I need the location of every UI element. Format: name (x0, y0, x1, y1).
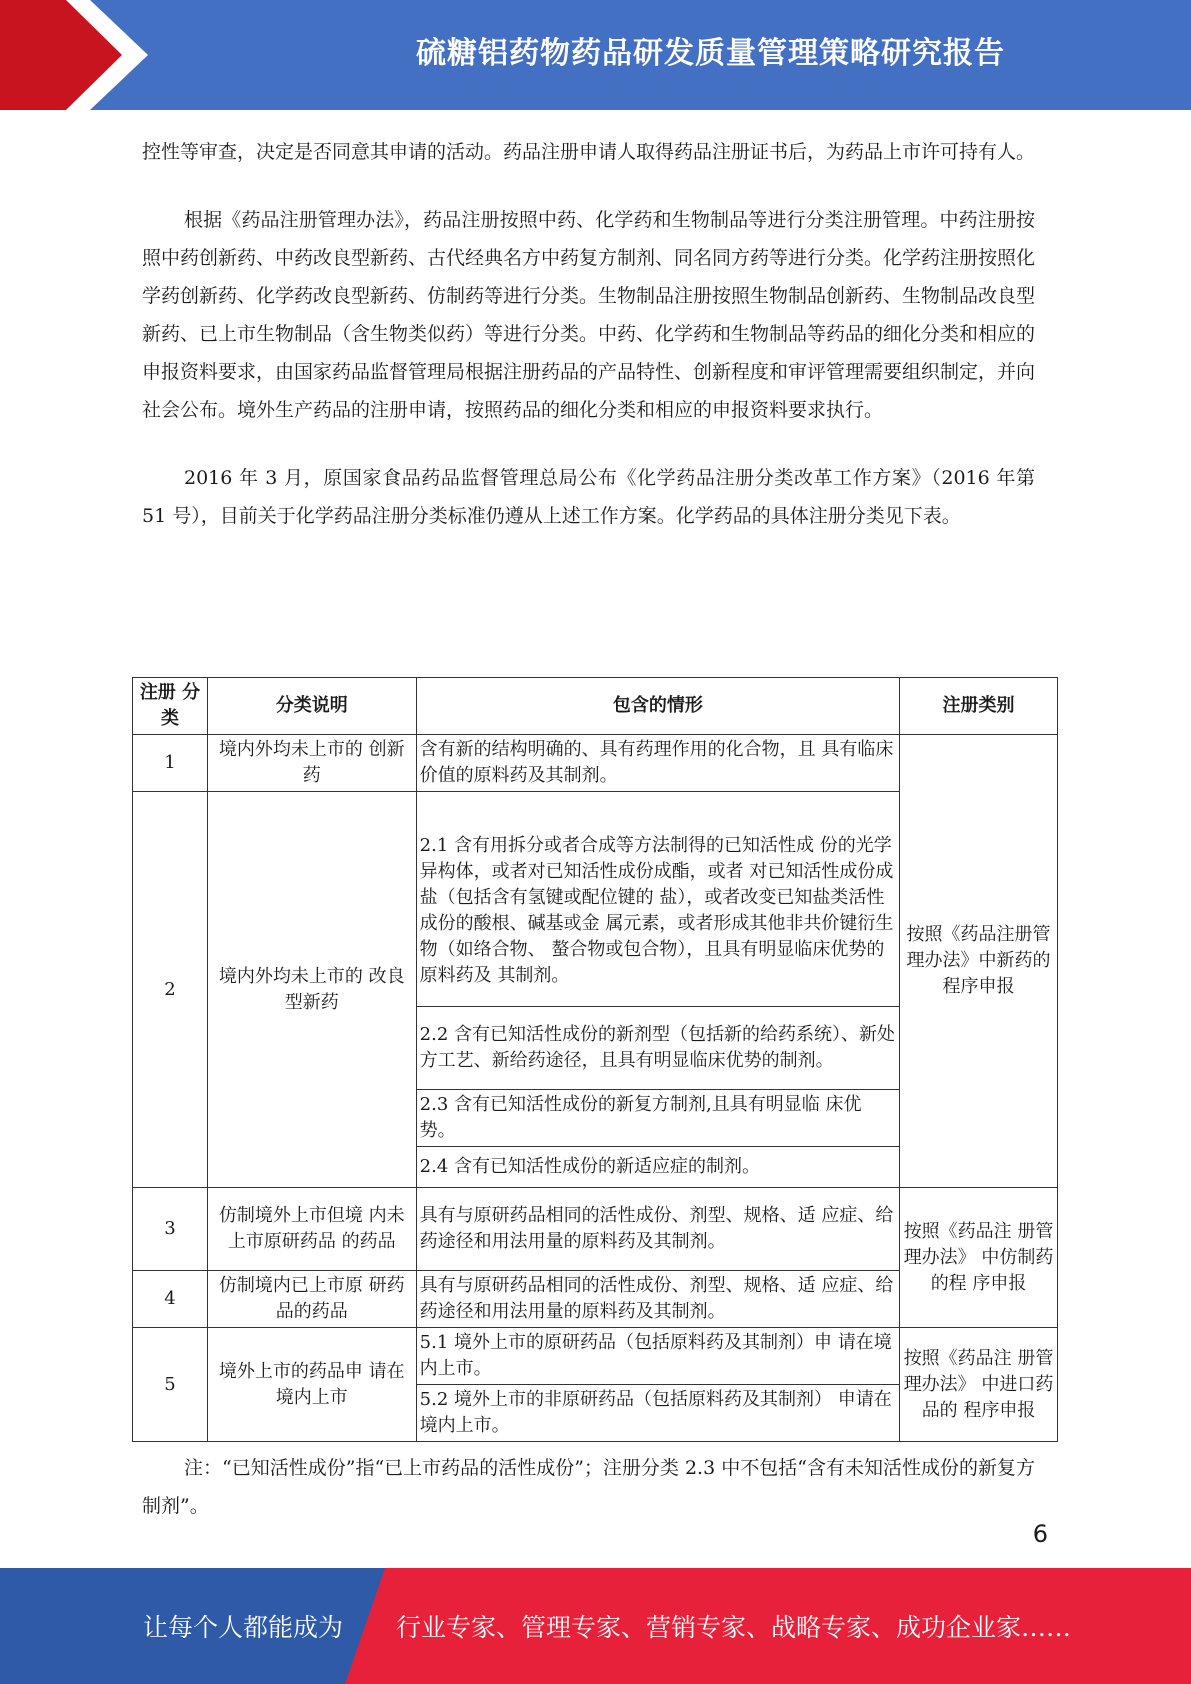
header-cell-cases: 包含的情形 (416, 678, 899, 735)
page-number: 6 (1032, 1520, 1048, 1548)
header-cell-description: 分类说明 (207, 678, 416, 735)
cell-case: 5.1 境外上市的原研药品（包括原料药及其制剂）申 请在境内上市。 (416, 1328, 899, 1385)
cell-description: 境内外均未上市的 改良型新药 (207, 792, 416, 1188)
footer-slogan-right: 行业专家、管理专家、营销专家、战略专家、成功企业家…… (396, 1613, 1072, 1642)
header-cell-class: 注册 分类 (133, 678, 208, 735)
cell-class-no: 2 (133, 792, 208, 1188)
table-row (133, 735, 1058, 792)
cell-category-new-drug: 按照《药品注册管理办法》中新药的程序申报 (900, 735, 1058, 1188)
note-text: 注：“已知活性成份”指“已上市药品的活性成份”；注册分类 2.3 中不包括“含有未知活性成份的新复方制剂”。 (142, 1457, 1035, 1517)
table-row (133, 1188, 1058, 1271)
cell-case: 2.1 含有用拆分或者合成等方法制得的已知活性成 份的光学异构体，或者对已知活性成份成酯，或者 对已知活性成份成盐（包括含有氢键或配位键的 盐），或者改变已知盐类活性成份的酸根、碱基或金 属元素，或者形成其他非共价键衍生物（如络合物、 螯合物或包合物），且具有明显临床优势的原料药及 其制剂。 (416, 792, 899, 1007)
report-title: 硫糖铝药物药品研发质量管理策略研究报告 (416, 36, 1005, 71)
cell-case: 具有与原研药品相同的活性成份、剂型、规格、适 应症、给药途径和用法用量的原料药及其制剂。 (416, 1188, 899, 1271)
cell-case: 含有新的结构明确的、具有药理作用的化合物，且 具有临床价值的原料药及其制剂。 (416, 735, 899, 792)
registration-classification-table (132, 677, 1058, 1442)
cell-case: 2.4 含有已知活性成份的新适应症的制剂。 (416, 1147, 899, 1188)
body-text (142, 133, 1035, 535)
cell-case: 5.2 境外上市的非原研药品（包括原料药及其制剂） 申请在境内上市。 (416, 1385, 899, 1442)
cell-case: 具有与原研药品相同的活性成份、剂型、规格、适 应症、给药途径和用法用量的原料药及其制剂。 (416, 1271, 899, 1328)
paragraph-2: 根据《药品注册管理办法》，药品注册按照中药、化学药和生物制品等进行分类注册管理。中药注册按照中药创新药、中药改良型新药、古代经典名方中药复方制剂、同名同方药等进行分类。化学药注册按照化学药创新药、化学药改良型新药、仿制药等进行分类。生物制品注册按照生物制品创新药、生物制品改良型新药、已上市生物制品（含生物类似药）等进行分类。中药、化学药和生物制品等药品的细化分类和相应的申报资料要求，由国家药品监督管理局根据注册药品的产品特性、创新程度和审评管理需要组织制定，并向社会公布。境外生产药品的注册申请，按照药品的细化分类和相应的申报资料要求执行。 (142, 209, 1036, 421)
cell-class-no: 1 (133, 735, 208, 792)
page-header (0, 0, 1191, 110)
paragraph-1: 控性等审查，决定是否同意其申请的活动。药品注册申请人取得药品注册证书后，为药品上市许可持有人。 (142, 141, 1036, 163)
cell-class-no: 4 (133, 1271, 208, 1328)
table-row (133, 1328, 1058, 1385)
table-note (142, 1449, 1035, 1525)
cell-class-no: 3 (133, 1188, 208, 1271)
cell-category-generic: 按照《药品注 册管理办法》 中仿制药的程 序申报 (900, 1188, 1058, 1328)
page-footer (0, 1568, 1191, 1684)
cell-description: 仿制境内已上市原 研药品的药品 (207, 1271, 416, 1328)
cell-description: 境外上市的药品申 请在境内上市 (207, 1328, 416, 1442)
cell-case: 2.2 含有已知活性成份的新剂型（包括新的给药系统）、新处方工艺、新给药途径，且具有明显临床优势的制剂。 (416, 1007, 899, 1090)
cell-case: 2.3 含有已知活性成份的新复方制剂,且具有明显临 床优势。 (416, 1090, 899, 1147)
header-cell-category: 注册类别 (900, 678, 1058, 735)
cell-class-no: 5 (133, 1328, 208, 1442)
footer-slogan-left: 让每个人都能成为 (143, 1613, 344, 1642)
paragraph-3: 2016 年 3 月，原国家食品药品监督管理总局公布《化学药品注册分类改革工作方案》（2016 年第 51 号），目前关于化学药品注册分类标准仍遵从上述工作方案。化学药品的具体注册分类见下表。 (142, 467, 1035, 527)
table-header-row (133, 678, 1058, 735)
cell-category-import: 按照《药品注 册管理办法》 中进口药品的 程序申报 (900, 1328, 1058, 1442)
cell-description: 仿制境外上市但境 内未上市原研药品 的药品 (207, 1188, 416, 1271)
cell-description: 境内外均未上市的 创新药 (207, 735, 416, 792)
